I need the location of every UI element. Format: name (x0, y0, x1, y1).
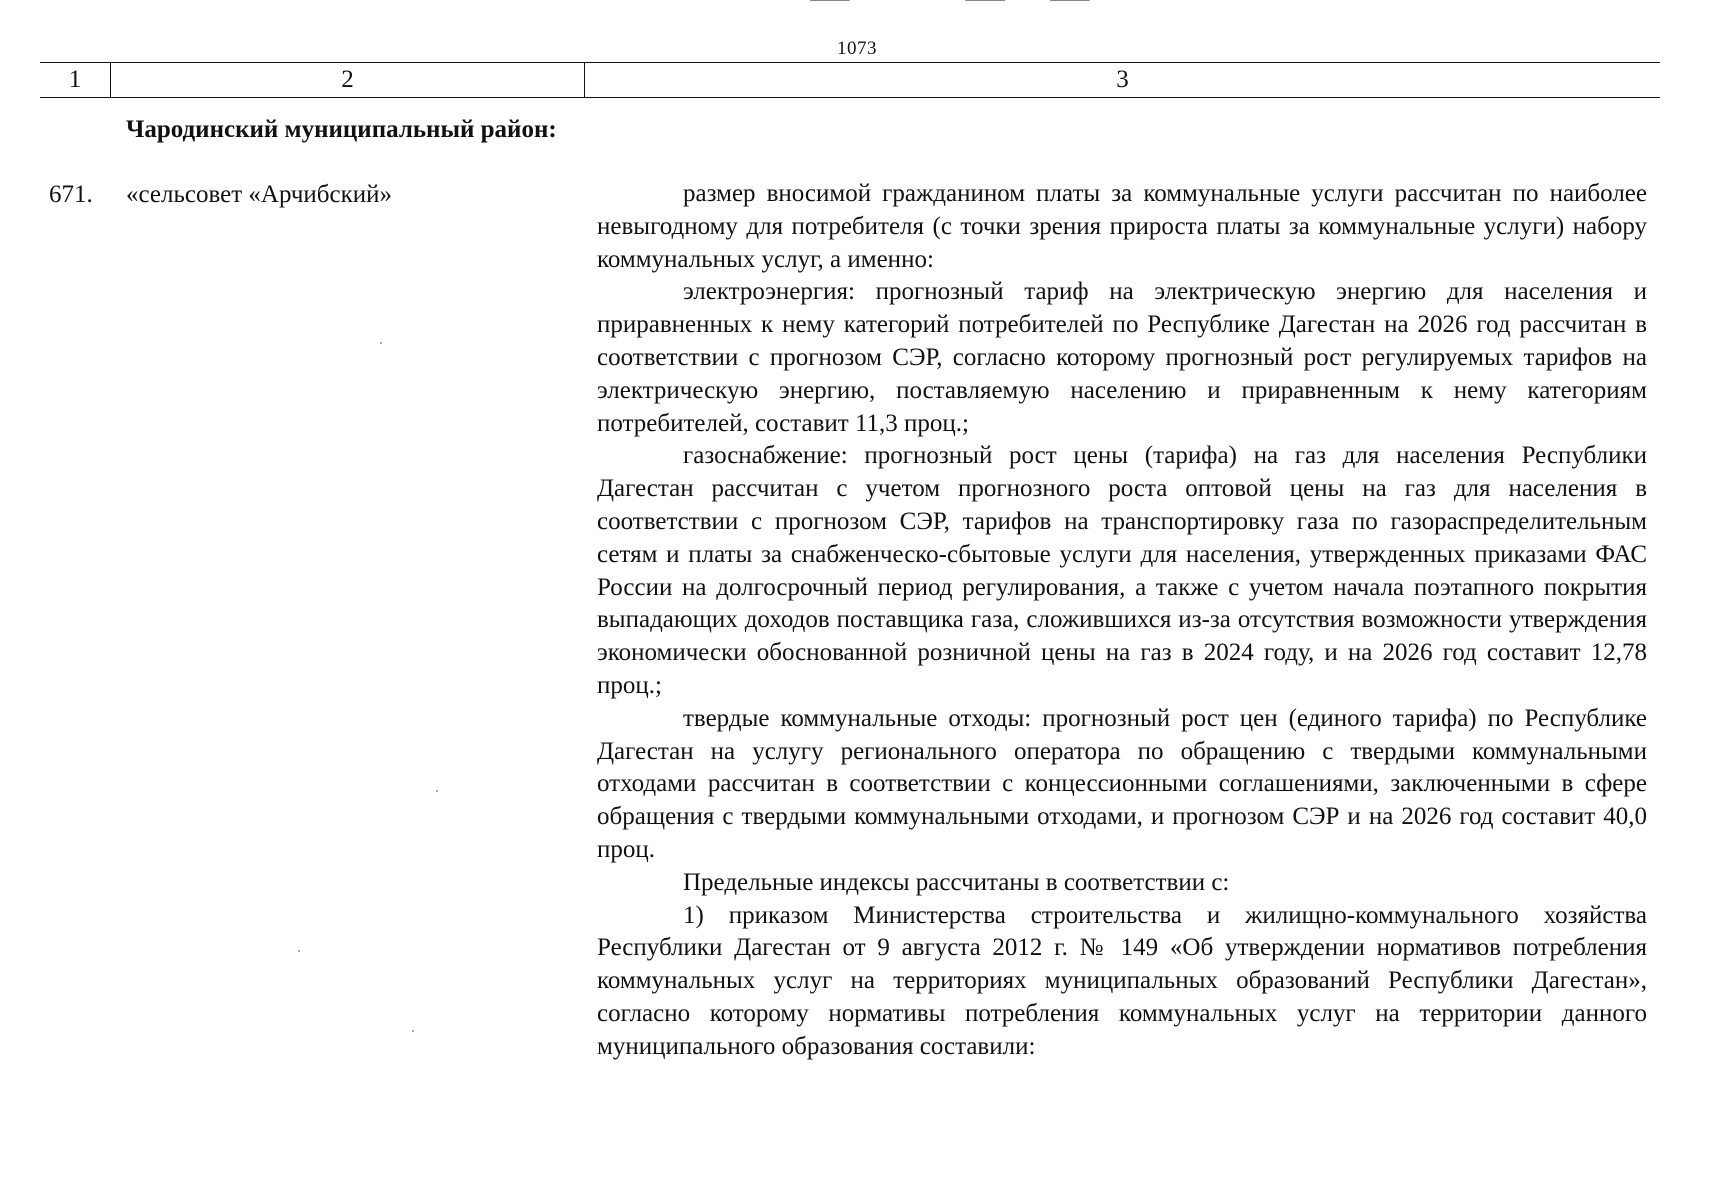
paragraph: твердые коммунальные отходы: прогнозный рост цен (единого тарифа) по Республике Дагестан на услугу регионального оператора по обращению с твердыми коммунальными отходами рассчитан в соответствии с концессионными соглашениями, заключенными в сфере обращения с твердыми коммунальными отходами, и прогнозом СЭР и на 2026 год составит 40,0 проц. (597, 704, 1647, 863)
column-header-row (40, 62, 1660, 98)
column-header-3: 3 (1116, 66, 1129, 93)
paragraph: электроэнергия: прогнозный тариф на электрическую энергию для населения и приравненных к нему категорий потребителей по Республике Дагестан на 2026 год рассчитан в соответствии с прогнозом СЭР, согласно которому прогнозный рост регулируемых тарифов на электрическую энергию, поставляемую населению и приравненным к нему категориям потребителей, составит 11,3 проц.; (597, 278, 1647, 437)
paragraph: газоснабжение: прогнозный рост цены (тарифа) на газ для населения Республики Дагестан рассчитан с учетом прогнозного роста оптовой цены на газ для населения в соответствии с прогнозом СЭР, тарифов на транспортировку газа по газораспределительным сетям и платы за снабженческо-сбытовые услуги для населения, утвержденных приказами ФАС России на долгосрочный период регулирования, а также с учетом начала поэтапного покрытия выпадающих доходов поставщика газа, сложившихся из-за отсутствия возможности утверждения экономически обоснованной розничной цены на газ в 2024 году, и на 2026 год составит 12,78 проц.; (597, 442, 1647, 699)
paragraph: размер вносимой гражданином платы за коммунальные услуги рассчитан по наиболее невыгодному для потребителя (с точки зрения прироста платы за коммунальные услуги) набору коммунальных услуг, а именно: (597, 180, 1647, 273)
entry-description (597, 178, 1647, 1064)
entry-name: «сельсовет «Арчибский» (126, 181, 393, 208)
paragraph: 1) приказом Министерства строительства и жилищно-коммунального хозяйства Республики Дагестан от 9 августа 2012 г. № 149 «Об утверждении нормативов потребления коммунальных услуг на территориях муниципальных образований Республики Дагестан», согласно которому нормативы потребления коммунальных услуг на территории данного муниципального образования составили: (597, 901, 1647, 1060)
district-heading: Чародинский муниципальный район: (126, 116, 557, 143)
entry-number: 671. (49, 181, 93, 208)
column-header-2: 2 (111, 63, 585, 97)
scan-artifacts (0, 0, 1714, 6)
page-number: 1073 (837, 38, 877, 59)
paragraph: Предельные индексы рассчитаны в соответствии с: (683, 868, 1230, 896)
column-header-1: 1 (40, 63, 111, 97)
